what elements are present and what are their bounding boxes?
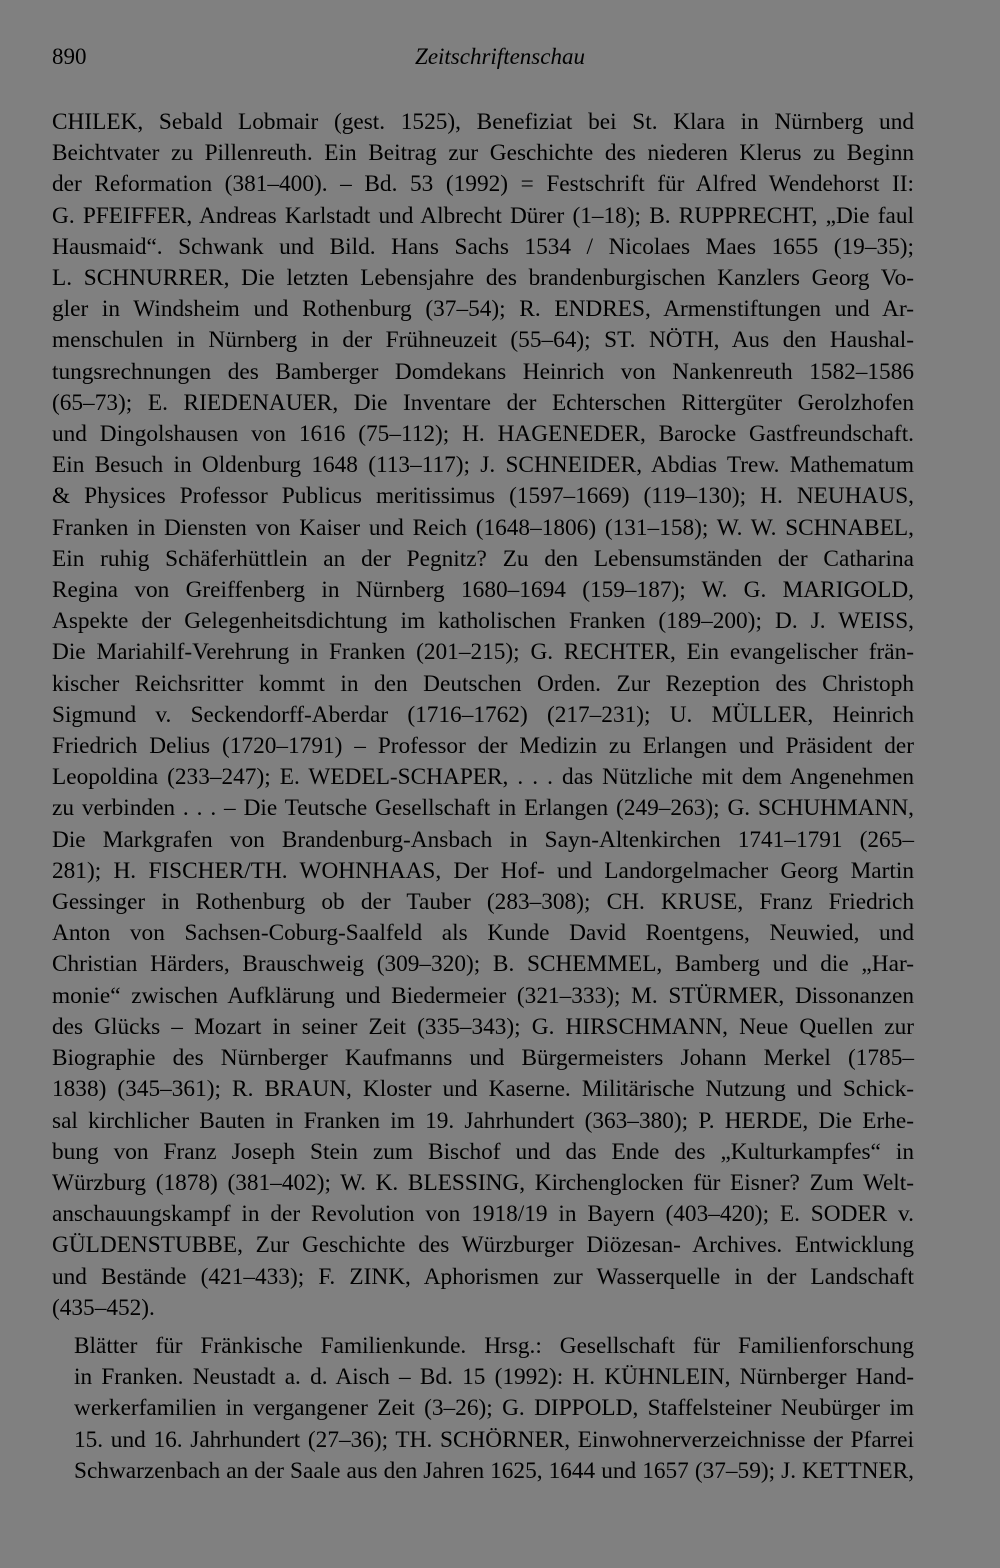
text-line: der Reformation (381–400). – Bd. 53 (1992) = Festschrift für Alfred Wendehorst II: — [52, 171, 914, 198]
text-line: werkerfamilien in vergangener Zeit (3–26); G. DIPPOLD, Staffelsteiner Neubürger im — [74, 1395, 914, 1422]
text-line: CHILEK, Sebald Lobmair (gest. 1525), Benefiziat bei St. Klara in Nürnberg und — [52, 109, 914, 135]
text-line: GÜLDENSTUBBE, Zur Geschichte des Würzburger Diözesan- Archives. Entwicklung — [52, 1232, 914, 1259]
page-header — [52, 44, 948, 78]
text-line: L. SCHNURRER, Die letzten Lebensjahre des brandenburgischen Kanzlers Georg Vo- — [52, 265, 914, 292]
text-line: kischer Reichsritter kommt in den Deutschen Orden. Zur Rezeption des Christoph — [52, 670, 914, 697]
text-line: Anton von Sachsen-Coburg-Saalfeld als Kunde David Roentgens, Neuwied, und — [52, 920, 914, 947]
text-line: Aspekte der Gelegenheitsdichtung im katholischen Franken (189–200); D. J. WEISS, — [52, 608, 914, 635]
text-line: zu verbinden . . . – Die Teutsche Gesellschaft in Erlangen (249–263); G. SCHUHMANN, — [52, 795, 914, 822]
text-line: Leopoldina (233–247); E. WEDEL-SCHAPER, . . . das Nützliche mit dem Angenehmen — [52, 764, 914, 791]
text-line: 281); H. FISCHER/TH. WOHNHAAS, Der Hof- und Landorgelmacher Georg Martin — [52, 857, 914, 884]
text-line: 15. und 16. Jahrhundert (27–36); TH. SCHÖRNER, Einwohnerverzeichnisse der Pfarrei — [74, 1426, 914, 1453]
text-line: Die Mariahilf-Verehrung in Franken (201–215); G. RECHTER, Ein evangelischer frän- — [52, 639, 914, 666]
text-line: Ein ruhig Schäferhüttlein an der Pegnitz? Zu den Lebensumständen der Catharina — [52, 545, 914, 572]
text-line: Biographie des Nürnberger Kaufmanns und Bürgermeisters Johann Merkel (1785– — [52, 1045, 914, 1072]
text-line: Hausmaid“. Schwank und Bild. Hans Sachs 1534 / Nicolaes Maes 1655 (19–35); — [52, 233, 914, 260]
text-line: bung von Franz Joseph Stein zum Bischof und das Ende des „Kulturkampfes“ in — [52, 1138, 914, 1165]
body-text — [52, 107, 914, 1487]
text-line: Würzburg (1878) (381–402); W. K. BLESSING, Kirchenglocken für Eisner? Zum Welt- — [52, 1169, 914, 1196]
text-line: (435–452). — [52, 1294, 155, 1321]
text-line: Blätter für Fränkische Familienkunde. Hrsg.: Gesellschaft für Familienforschung — [74, 1332, 914, 1359]
text-line: menschulen in Nürnberg in der Frühneuzeit (55–64); ST. NÖTH, Aus den Haushal- — [52, 327, 914, 354]
text-line: G. PFEIFFER, Andreas Karlstadt und Albrecht Dürer (1–18); B. RUPPRECHT, „Die faul — [52, 202, 914, 229]
running-title: Zeitschriftenschau — [415, 44, 585, 69]
text-line: Friedrich Delius (1720–1791) – Professor der Medizin zu Erlangen und Präsident der — [52, 733, 914, 760]
text-line: Die Markgrafen von Brandenburg-Ansbach in Sayn-Altenkirchen 1741–1791 (265– — [52, 826, 914, 853]
text-line: gler in Windsheim und Rothenburg (37–54); R. ENDRES, Armenstiftungen und Ar- — [52, 296, 914, 323]
text-line: Beichtvater zu Pillenreuth. Ein Beitrag zur Geschichte des niederen Klerus zu Beginn — [52, 140, 914, 167]
text-line: sal kirchlicher Bauten in Franken im 19. Jahrhundert (363–380); P. HERDE, Die Erhe- — [52, 1107, 914, 1134]
text-line: Sigmund v. Seckendorff-Aberdar (1716–1762) (217–231); U. MÜLLER, Heinrich — [52, 701, 914, 728]
text-line: monie“ zwischen Aufklärung und Biedermeier (321–333); M. STÜRMER, Dissonanzen — [52, 982, 914, 1009]
text-line: Schwarzenbach an der Saale aus den Jahren 1625, 1644 und 1657 (37–59); J. KETTNER, — [74, 1457, 914, 1484]
text-line: & Physices Professor Publicus meritissimus (1597–1669) (119–130); H. NEUHAUS, — [52, 483, 914, 510]
paragraph-blaetter-familienkunde — [52, 1331, 914, 1487]
text-line: Franken in Diensten von Kaiser und Reich (1648–1806) (131–158); W. W. SCHNABEL, — [52, 514, 914, 541]
text-line: anschauungskampf in der Revolution von 1918/19 in Bayern (403–420); E. SODER v. — [52, 1201, 914, 1228]
text-line: des Glücks – Mozart in seiner Zeit (335–343); G. HIRSCHMANN, Neue Quellen zur — [52, 1013, 914, 1040]
text-line: Ein Besuch in Oldenburg 1648 (113–117); J. SCHNEIDER, Abdias Trew. Mathematum — [52, 452, 914, 479]
text-line: Christian Härders, Brauschweig (309–320); B. SCHEMMEL, Bamberg und die „Har- — [52, 951, 914, 978]
page-number: 890 — [52, 44, 87, 69]
paragraph-festschrift-contents — [52, 107, 914, 1324]
text-line: und Bestände (421–433); F. ZINK, Aphorismen zur Wasserquelle in der Landschaft — [52, 1263, 914, 1290]
text-line: in Franken. Neustadt a. d. Aisch – Bd. 15 (1992): H. KÜHNLEIN, Nürnberger Hand- — [74, 1364, 914, 1391]
text-line: Gessinger in Rothenburg ob der Tauber (283–308); CH. KRUSE, Franz Friedrich — [52, 889, 914, 916]
text-line: 1838) (345–361); R. BRAUN, Kloster und Kaserne. Militärische Nutzung und Schick- — [52, 1076, 914, 1103]
text-line: Regina von Greiffenberg in Nürnberg 1680–1694 (159–187); W. G. MARIGOLD, — [52, 577, 914, 604]
text-line: tungsrechnungen des Bamberger Domdekans Heinrich von Nankenreuth 1582–1586 — [52, 358, 914, 385]
text-line: und Dingolshausen von 1616 (75–112); H. HAGENEDER, Barocke Gastfreundschaft. — [52, 421, 914, 448]
text-line: (65–73); E. RIEDENAUER, Die Inventare der Echterschen Rittergüter Gerolzhofen — [52, 389, 914, 416]
